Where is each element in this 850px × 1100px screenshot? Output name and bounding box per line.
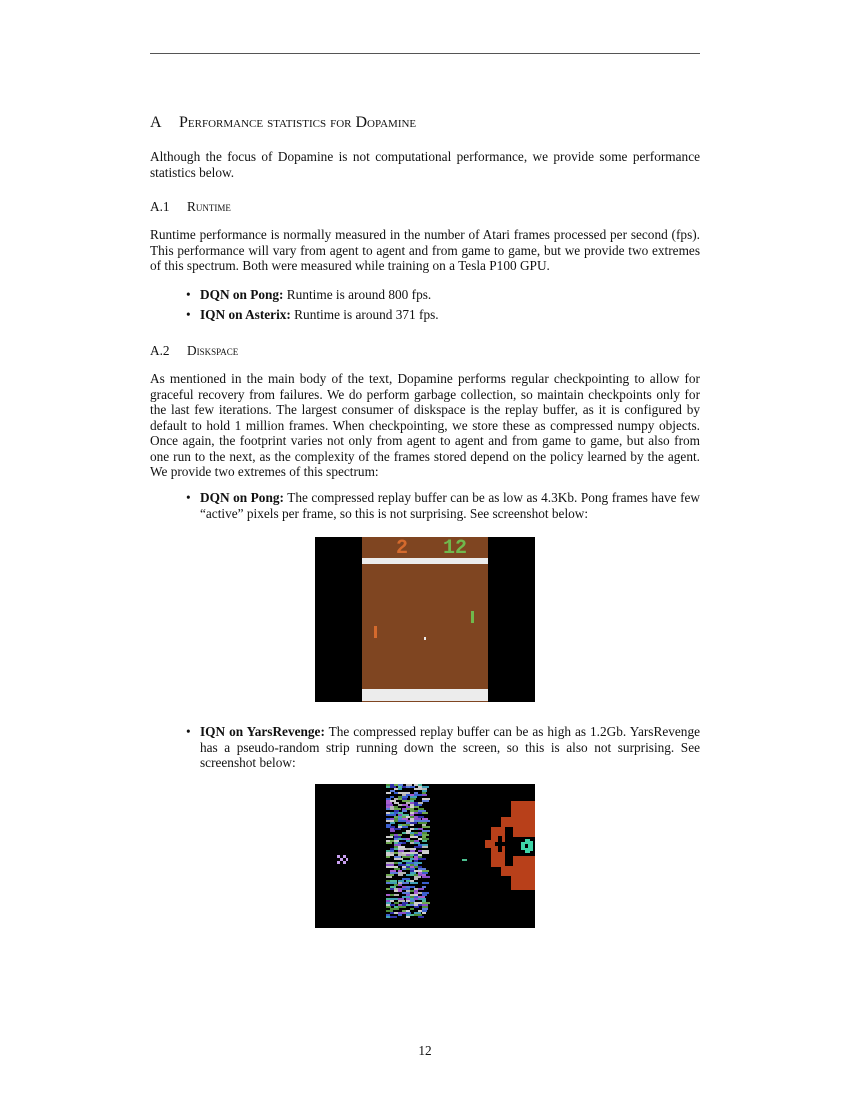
section-title: Performance statistics for Dopamine (179, 114, 417, 131)
bullet-label: DQN on Pong: (200, 287, 284, 302)
subsection-title: Runtime (187, 199, 231, 214)
pong-screenshot (315, 537, 535, 702)
list-item (186, 490, 700, 521)
diskspace-paragraph: As mentioned in the main body of the text, Dopamine performs regular checkpointing to allow for graceful recovery from failures. We do perform garbage collection, so maintain checkpoints only for the last few iterations. The largest consumer of diskspace is the replay buffer, as it is configured by default to hold 1 million frames. When checkpointing, we store these as compressed numpy objects. Once again, the footprint varies not only from agent to agent and from game to game, but also from one run to the next, as the complexity of the frames stored depend on the policy learned by the agent. We provide two extremes of this spectrum: (150, 371, 700, 479)
bullet-text: Runtime is around 800 fps. (283, 287, 432, 302)
bullet-text: The compressed replay buffer can be as low as 4.3Kb. Pong frames have few “active” pixels per frame, so this is not surprising. See screenshot below: (200, 490, 700, 521)
runtime-bullets (186, 287, 700, 322)
pong-score-right: 12 (443, 537, 468, 560)
pong-score-left: 2 (396, 537, 409, 560)
list-item (186, 724, 700, 771)
yars-frame-image (315, 784, 535, 928)
yars-missile (462, 859, 467, 861)
pong-top-wall (362, 558, 488, 564)
pong-bottom-wall (362, 689, 488, 701)
bullet-text: The compressed replay buffer can be as high as 1.2Gb. YarsRevenge has a pseudo-random strip running down the screen, so this is also not surprising. See screenshot below: (200, 724, 700, 770)
pong-right-paddle (471, 611, 474, 623)
yars-revenge-screenshot (315, 784, 535, 928)
diskspace-bullet-yars (186, 724, 700, 771)
page-number: 12 (418, 1043, 432, 1058)
list-item (186, 287, 700, 303)
subsection-title: Diskspace (187, 343, 239, 358)
section-intro: Although the focus of Dopamine is not computational performance, we provide some performance statistics below. (150, 149, 700, 180)
subsection-number: A.1 (150, 199, 170, 214)
bullet-text: Runtime is around 371 fps. (290, 306, 439, 322)
bullet-label: DQN on Pong: (200, 490, 284, 505)
bullet-icon: • (186, 306, 191, 322)
pong-ball (424, 637, 426, 640)
pong-frame-image (315, 537, 535, 702)
bullet-icon: • (186, 287, 191, 302)
subsection-runtime-heading (150, 199, 231, 215)
runtime-paragraph: Runtime performance is normally measured in the number of Atari frames processed per second (fps). This performance will vary from agent to agent and from game to game, but we provide two extremes of this spectrum. Both were measured while training on a Tesla P100 GPU. (150, 227, 700, 273)
subsection-number: A.2 (150, 343, 170, 358)
bullet-icon: • (186, 724, 191, 739)
section-number: A (150, 114, 162, 131)
bullet-label: IQN on Asterix: (200, 306, 291, 322)
header-rule (150, 53, 700, 54)
subsection-diskspace-heading (150, 343, 238, 359)
bullet-icon: • (186, 490, 191, 505)
pong-left-paddle (374, 626, 377, 638)
diskspace-bullet-pong (186, 490, 700, 521)
bullet-label: IQN on YarsRevenge: (200, 724, 325, 739)
section-heading (150, 113, 416, 133)
list-item (186, 307, 700, 323)
